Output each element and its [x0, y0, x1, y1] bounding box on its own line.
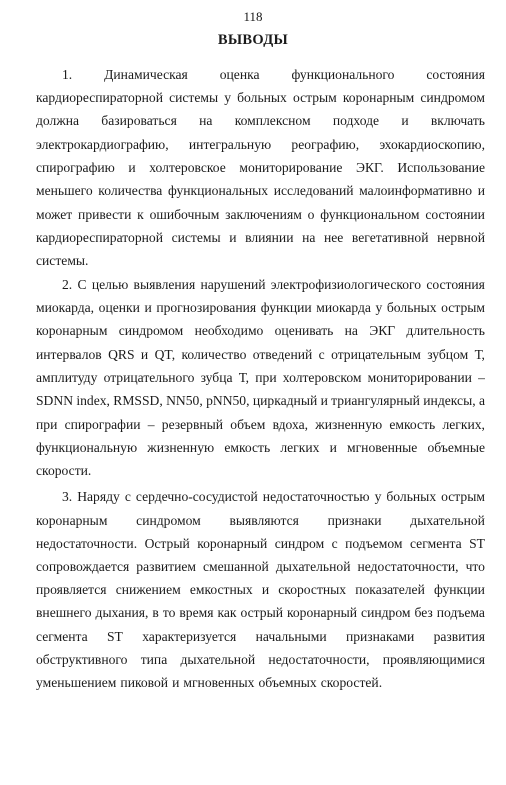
word: пиковой: [120, 675, 169, 690]
word: жизненную: [147, 440, 215, 455]
word: сегмента: [409, 536, 462, 551]
word: спирографии: [64, 417, 141, 432]
word: Наряду: [77, 489, 120, 504]
word: index,: [76, 393, 110, 408]
word: легких,: [442, 417, 485, 432]
paragraph-2-line-6: [36, 392, 485, 409]
word: синдромом: [136, 513, 201, 528]
word: развития: [433, 629, 485, 644]
word: емкость: [224, 440, 271, 455]
word: прогнозирования: [156, 300, 257, 315]
word: и: [128, 160, 136, 175]
word: заключениям: [225, 207, 302, 222]
word: ЭКГ: [369, 323, 396, 338]
word: с: [318, 347, 325, 362]
word: индексы,: [423, 393, 476, 408]
word: целью: [91, 277, 129, 292]
word: на: [302, 230, 316, 245]
word: базироваться: [101, 113, 177, 128]
word: вдоха,: [272, 417, 309, 432]
paragraph-3-line-7: [36, 628, 485, 645]
paragraph-2-line-9: [36, 462, 485, 479]
word: амплитуду: [36, 370, 98, 385]
word: недостаточности,: [268, 652, 370, 667]
word: синдромом: [118, 323, 184, 338]
word: состоянии: [425, 207, 485, 222]
word: снижением: [115, 582, 181, 597]
word: отведений: [252, 347, 313, 362]
word: состояния: [426, 67, 485, 82]
paragraph-3-line-4: [36, 558, 485, 575]
word: и: [140, 347, 149, 362]
paragraph-1-line-4: [36, 136, 485, 153]
word: кардиореспираторной: [36, 90, 163, 105]
word: системы: [171, 230, 221, 245]
word: оценивать: [274, 323, 334, 338]
word: развитием: [136, 559, 197, 574]
paragraph-1-line-3: [36, 112, 485, 129]
word: электрокардиографию,: [36, 137, 169, 152]
word: функции: [433, 582, 485, 597]
word: подъемом: [345, 536, 403, 551]
word: при: [36, 417, 58, 432]
word: что: [465, 559, 485, 574]
word: проявляется: [36, 582, 107, 597]
word: эхокардиоскопию,: [379, 137, 485, 152]
word: дыхательной: [410, 513, 485, 528]
word: pNN50,: [206, 393, 250, 408]
word: триангулярный: [331, 393, 420, 408]
word: 1.: [62, 67, 73, 82]
word: сердечно-сосудистой: [135, 489, 258, 504]
word: дыхания,: [95, 605, 149, 620]
word: характеризуется: [142, 629, 237, 644]
word: С: [77, 277, 87, 292]
word: спирографию: [36, 160, 115, 175]
word: к: [137, 207, 144, 222]
word: у: [375, 300, 383, 315]
paragraph-2-line-2: [36, 299, 485, 316]
word: выявления: [133, 277, 196, 292]
word: мониторирование: [239, 160, 343, 175]
word: с: [331, 536, 338, 551]
paragraph-2-line-5: [36, 369, 485, 386]
paragraph-1-line-6: [36, 182, 485, 199]
word: кардиореспираторной: [36, 230, 163, 245]
word: на: [344, 323, 358, 338]
word: и: [401, 113, 409, 128]
paragraph-3-line-9: [36, 674, 485, 691]
paragraph-1-line-2: [36, 89, 485, 106]
word: отрицательным: [331, 347, 421, 362]
word: циркадный: [252, 393, 318, 408]
word: как: [217, 605, 237, 620]
paragraph-3-line-8: [36, 651, 485, 668]
word: холтеровское: [149, 160, 226, 175]
word: коронарным: [342, 90, 415, 105]
word: –: [478, 370, 485, 385]
word: количество: [181, 347, 247, 362]
word: количества: [98, 183, 163, 198]
word: в: [152, 605, 159, 620]
word: NN50,: [166, 393, 203, 408]
word: жизненную: [315, 417, 383, 432]
paragraph-3-line-2: [36, 512, 485, 529]
word: скорости.: [36, 463, 92, 478]
paragraph-1-line-9: [36, 252, 485, 269]
word: Острый: [144, 536, 190, 551]
word: коронарный: [197, 536, 268, 551]
word: проявляющимися: [382, 652, 485, 667]
word: миокарда: [316, 300, 371, 315]
word: без: [414, 605, 433, 620]
word: объемные: [427, 440, 485, 455]
word: миокарда,: [36, 300, 95, 315]
word: мгновенные: [347, 440, 418, 455]
paragraph-3-line-6: [36, 604, 485, 621]
word: на: [199, 113, 213, 128]
word: и: [172, 675, 180, 690]
word: отрицательного: [103, 370, 195, 385]
word: недостаточности,: [357, 559, 459, 574]
word: исследований: [273, 183, 354, 198]
word: скоростей.: [320, 675, 383, 690]
word: Динамическая: [104, 67, 188, 82]
word: функциональную: [36, 440, 138, 455]
paragraph-2-line-1: [62, 276, 485, 293]
word: внешнего: [36, 605, 92, 620]
word: функции: [260, 300, 312, 315]
word: системы: [169, 90, 219, 105]
word: зубца: [200, 370, 233, 385]
paragraph-3-line-5: [36, 581, 485, 598]
word: функционального: [291, 67, 395, 82]
word: –: [147, 417, 155, 432]
word: может: [36, 207, 73, 222]
paragraph-2-line-8: [36, 439, 485, 456]
word: SDNN: [36, 393, 74, 408]
word: подходе: [332, 113, 380, 128]
word: должна: [36, 113, 80, 128]
word: системы.: [36, 253, 89, 268]
word: емкость: [389, 417, 436, 432]
word: коронарным: [36, 323, 108, 338]
word: у: [224, 90, 232, 105]
word: нее: [323, 230, 344, 245]
word: QT,: [154, 347, 176, 362]
word: объем: [230, 417, 266, 432]
paragraph-1-line-8: [36, 229, 485, 246]
word: оценка: [219, 67, 260, 82]
word: при: [255, 370, 277, 385]
word: и: [329, 440, 337, 455]
word: острым: [292, 90, 337, 105]
word: необходимо: [194, 323, 264, 338]
word: емкостных: [189, 582, 253, 597]
word: недостаточностью: [262, 489, 370, 504]
word: объемных: [258, 675, 317, 690]
word: выявляются: [229, 513, 299, 528]
word: ошибочным: [149, 207, 220, 222]
word: 2.: [62, 277, 73, 292]
word: недостаточности.: [36, 536, 138, 551]
word: с: [124, 489, 131, 504]
word: нарушений: [200, 277, 266, 292]
word: QRS: [108, 347, 135, 362]
word: признаки: [327, 513, 382, 528]
word: вегетативной: [351, 230, 429, 245]
word: функциональном: [320, 207, 420, 222]
word: меньшего: [36, 183, 93, 198]
word: больных: [237, 90, 287, 105]
word: резервный: [161, 417, 224, 432]
word: состояния: [426, 277, 485, 292]
word: типа: [140, 652, 168, 667]
word: привести: [78, 207, 132, 222]
word: о: [307, 207, 315, 222]
word: дыхательной: [180, 652, 256, 667]
word: сопровождается: [36, 559, 130, 574]
word: и: [320, 393, 328, 408]
paragraph-2-line-4: [36, 346, 485, 363]
word: острый: [240, 605, 283, 620]
word: длительность: [406, 323, 485, 338]
word: то: [162, 605, 176, 620]
word: Т,: [474, 347, 485, 362]
word: синдром: [361, 605, 411, 620]
word: коронарным: [36, 513, 108, 528]
word: ST: [469, 536, 485, 551]
word: нервной: [437, 230, 485, 245]
word: оценки: [98, 300, 140, 315]
word: уменьшением: [36, 675, 117, 690]
word: холтеровском: [282, 370, 362, 385]
word: интервалов: [36, 347, 102, 362]
word: признаками: [345, 629, 415, 644]
page-number: 118: [243, 9, 263, 24]
word: малоинформативно: [359, 183, 473, 198]
word: показателей: [355, 582, 425, 597]
paragraph-1-line-7: [36, 206, 485, 223]
word: обструктивного: [36, 652, 128, 667]
word: интегральную: [188, 137, 272, 152]
word: влиянии: [245, 230, 294, 245]
section-heading: ВЫВОДЫ: [217, 32, 289, 48]
word: мгновенных: [183, 675, 255, 690]
word: легких: [280, 440, 320, 455]
word: синдром: [274, 536, 325, 551]
word: и: [229, 230, 237, 245]
word: и: [144, 300, 152, 315]
word: а: [478, 393, 485, 408]
word: комплексном: [234, 113, 311, 128]
word: включать: [430, 113, 485, 128]
word: коронарный: [286, 605, 358, 620]
word: начальными: [255, 629, 327, 644]
word: скоростных: [278, 582, 347, 597]
word: больных: [386, 489, 437, 504]
word: ST: [107, 629, 123, 644]
word: функциональных: [167, 183, 269, 198]
word: смешанной: [203, 559, 269, 574]
word: Т,: [238, 370, 250, 385]
word: и: [477, 183, 485, 198]
paragraph-2-line-7: [36, 416, 485, 433]
word: острым: [441, 489, 485, 504]
word: синдромом: [420, 90, 485, 105]
word: острым: [441, 300, 485, 315]
word: больных: [386, 300, 437, 315]
paragraph-2-line-3: [36, 322, 485, 339]
paragraph-3-line-1: [62, 488, 485, 505]
word: реографию,: [291, 137, 360, 152]
word: зубцом: [427, 347, 469, 362]
word: 3.: [62, 489, 73, 504]
word: подъема: [436, 605, 485, 620]
word: электрофизиологического: [270, 277, 422, 292]
word: RMSSD,: [113, 393, 163, 408]
word: ЭКГ.: [355, 160, 384, 175]
word: сегмента: [36, 629, 88, 644]
word: дыхательной: [275, 559, 351, 574]
paragraph-3-line-3: [36, 535, 485, 552]
word: и: [261, 582, 270, 597]
paragraph-1-line-1: [62, 66, 485, 83]
word: у: [374, 489, 382, 504]
word: время: [179, 605, 214, 620]
paragraph-1-line-5: [36, 159, 485, 176]
word: Использование: [397, 160, 485, 175]
word: мониторировании: [367, 370, 472, 385]
